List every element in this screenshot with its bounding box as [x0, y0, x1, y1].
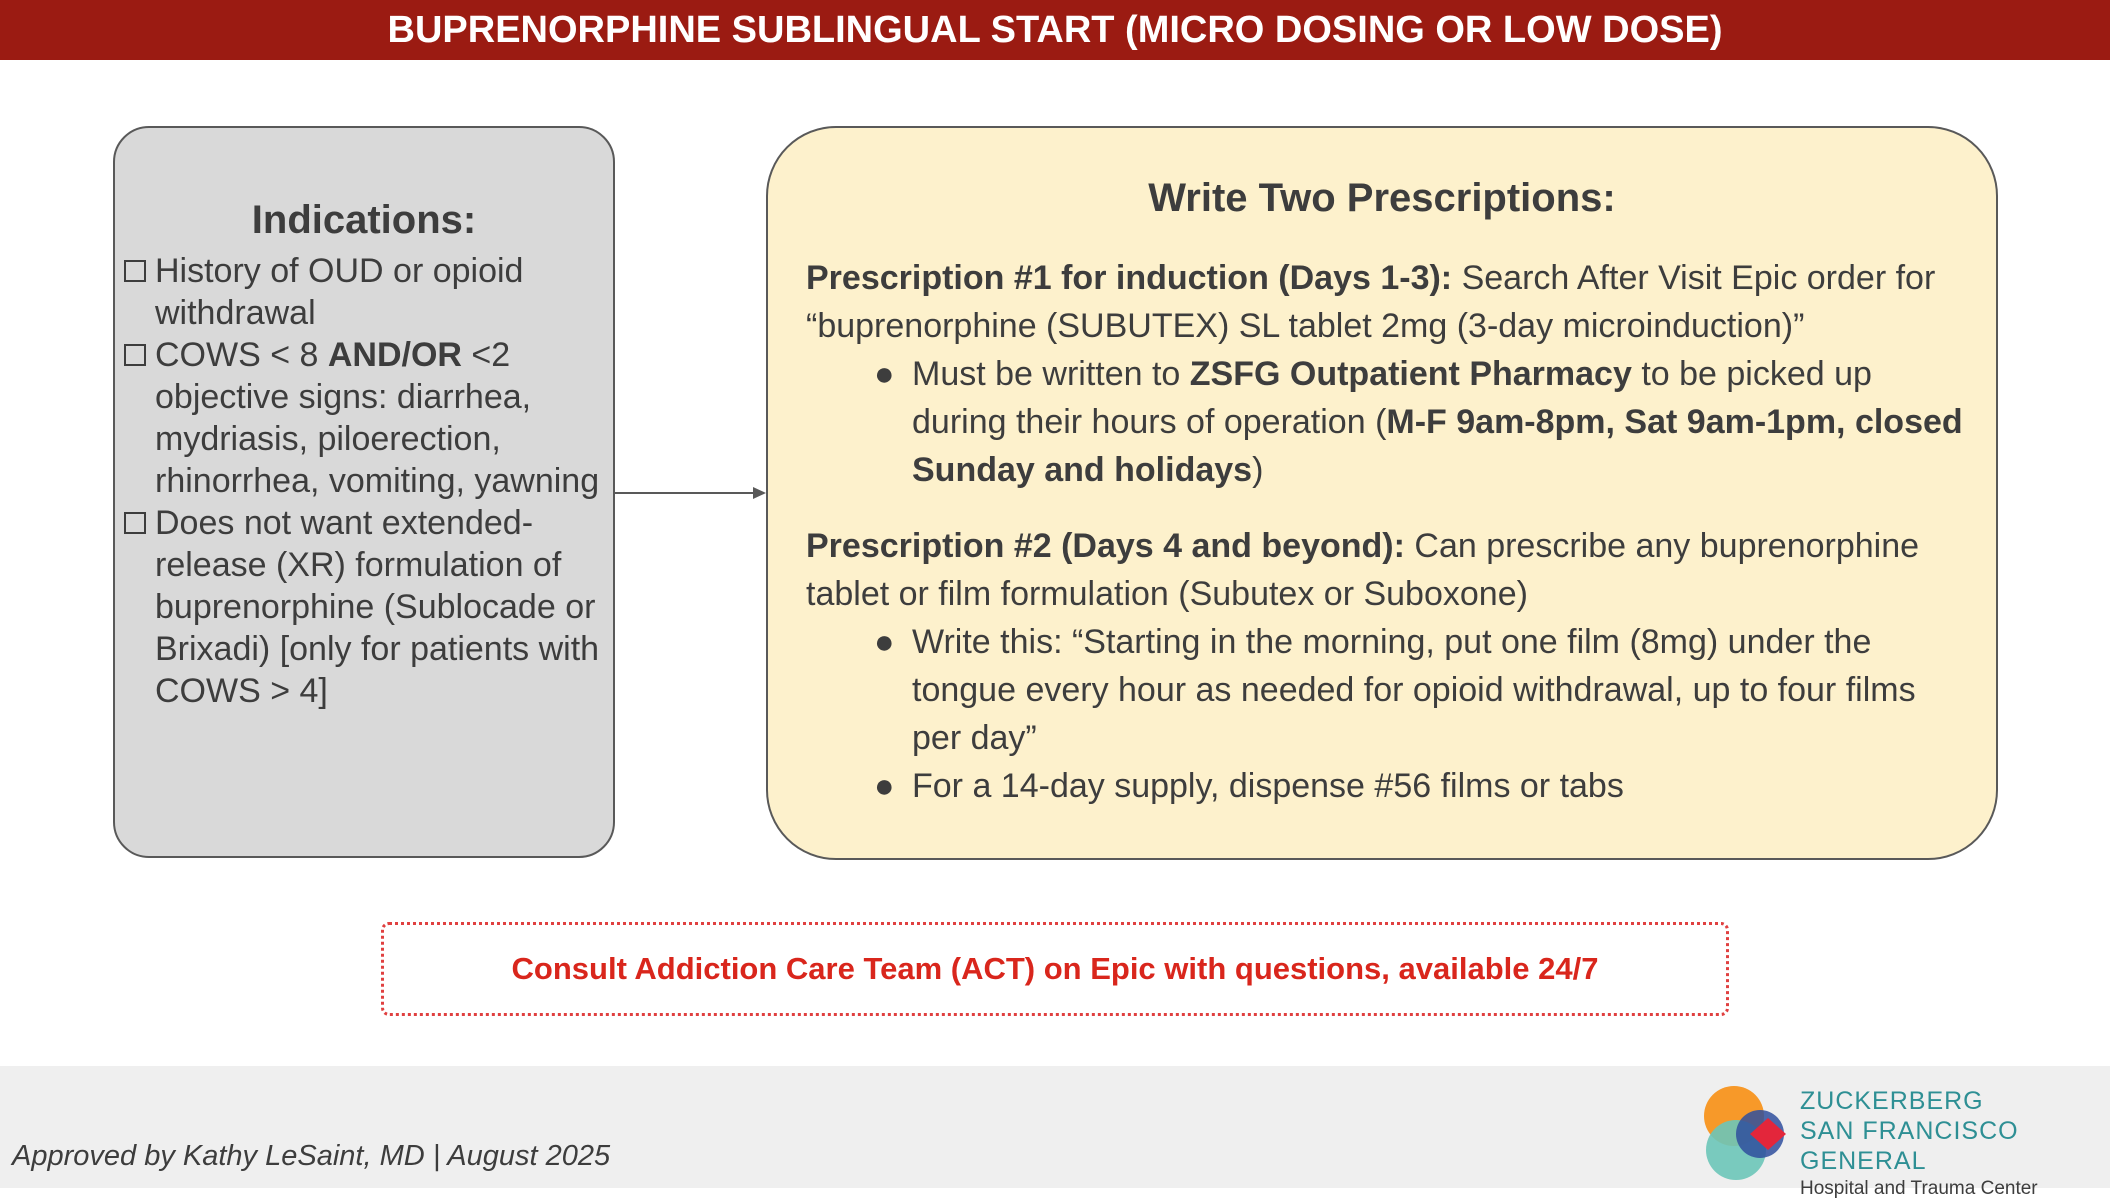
consult-text: Consult Addiction Care Team (ACT) on Epic with questions, available 24/7	[511, 951, 1599, 986]
bullet-text	[912, 623, 1916, 757]
text-run: Must be written to	[912, 355, 1190, 393]
prescription-2-desc: Can prescribe any buprenorphine tablet or film formulation (Subutex or Suboxone)	[806, 527, 1920, 613]
prescription-2-bullets	[806, 618, 1966, 810]
checkbox-icon[interactable]	[124, 512, 146, 534]
bullet-dot-icon: ●	[874, 623, 895, 661]
prescription-1-text	[806, 254, 1966, 350]
logo-wordmark	[1800, 1086, 2110, 1202]
list-item	[806, 350, 1966, 494]
indications-list	[121, 250, 611, 712]
bullet-dot-icon: ●	[874, 355, 895, 393]
page-title: BUPRENORPHINE SUBLINGUAL START (MICRO DOSING OR LOW DOSE)	[0, 0, 2110, 60]
indication-item	[121, 334, 611, 502]
emphasis-text: AND/OR	[327, 336, 462, 374]
indications-title: Indications:	[251, 198, 477, 242]
prescription-2	[806, 522, 1966, 810]
indication-text	[155, 336, 599, 500]
text-run: Write this: “Starting in the morning, put one film (8mg) under the tongue every hour as needed for opioid withdrawal, up to four films per day”	[912, 623, 1916, 757]
text-run: COWS < 8	[155, 336, 328, 374]
indication-text	[155, 252, 523, 332]
text-run: History of OUD or opioid withdrawal	[155, 252, 524, 332]
prescription-1-label: Prescription #1 for induction (Days 1-3):	[806, 259, 1453, 297]
prescription-2-label: Prescription #2 (Days 4 and beyond):	[806, 527, 1405, 565]
emphasis-text: M-F 9am-8pm, Sat 9am-1pm, closed Sunday and holidays	[912, 403, 1963, 489]
arrow-right-icon	[615, 480, 767, 506]
checkbox-icon[interactable]	[124, 260, 146, 282]
prescriptions-box	[766, 126, 1998, 860]
indication-item	[121, 250, 611, 334]
logo-line-2: SAN FRANCISCO GENERAL	[1800, 1117, 2019, 1175]
bullet-text	[912, 355, 1963, 489]
text-run: )	[1252, 451, 1264, 489]
logo-line-1: ZUCKERBERG	[1800, 1087, 1984, 1115]
indication-text	[155, 504, 599, 710]
prescriptions-title: Write Two Prescriptions:	[1148, 176, 1616, 220]
consult-banner	[381, 922, 1729, 1016]
prescription-1-desc: Search After Visit Epic order for “buprenorphine (SUBUTEX) SL tablet 2mg (3-day microinduction)”	[806, 259, 1936, 345]
emphasis-text: ZSFG Outpatient Pharmacy	[1189, 355, 1632, 393]
indications-box	[113, 126, 615, 858]
prescription-1-bullets	[806, 350, 1966, 494]
footer	[0, 1066, 2110, 1199]
bullet-text	[912, 767, 1624, 805]
list-item	[806, 618, 1966, 762]
prescription-1	[806, 254, 1966, 494]
approval-note: Approved by Kathy LeSaint, MD | August 2025	[12, 1140, 611, 1172]
text-run: For a 14-day supply, dispense #56 films or tabs	[912, 767, 1624, 805]
text-run: <2 objective signs: diarrhea, mydriasis, piloerection, rhinorrhea, vomiting, yawning	[155, 336, 600, 500]
logo-line-3: Hospital and Trauma Center	[1800, 1178, 2038, 1199]
text-run: to be picked up during their hours of operation (	[912, 355, 1872, 441]
prescription-2-text	[806, 522, 1966, 618]
list-item	[806, 762, 1966, 810]
bullet-dot-icon: ●	[874, 767, 895, 805]
zsfg-logo-icon	[1694, 1076, 1804, 1184]
text-run: Does not want extended-release (XR) formulation of buprenorphine (Sublocade or Brixadi) [only for patients with COWS > 4]	[155, 504, 600, 710]
checkbox-icon[interactable]	[124, 344, 146, 366]
indication-item	[121, 502, 611, 712]
